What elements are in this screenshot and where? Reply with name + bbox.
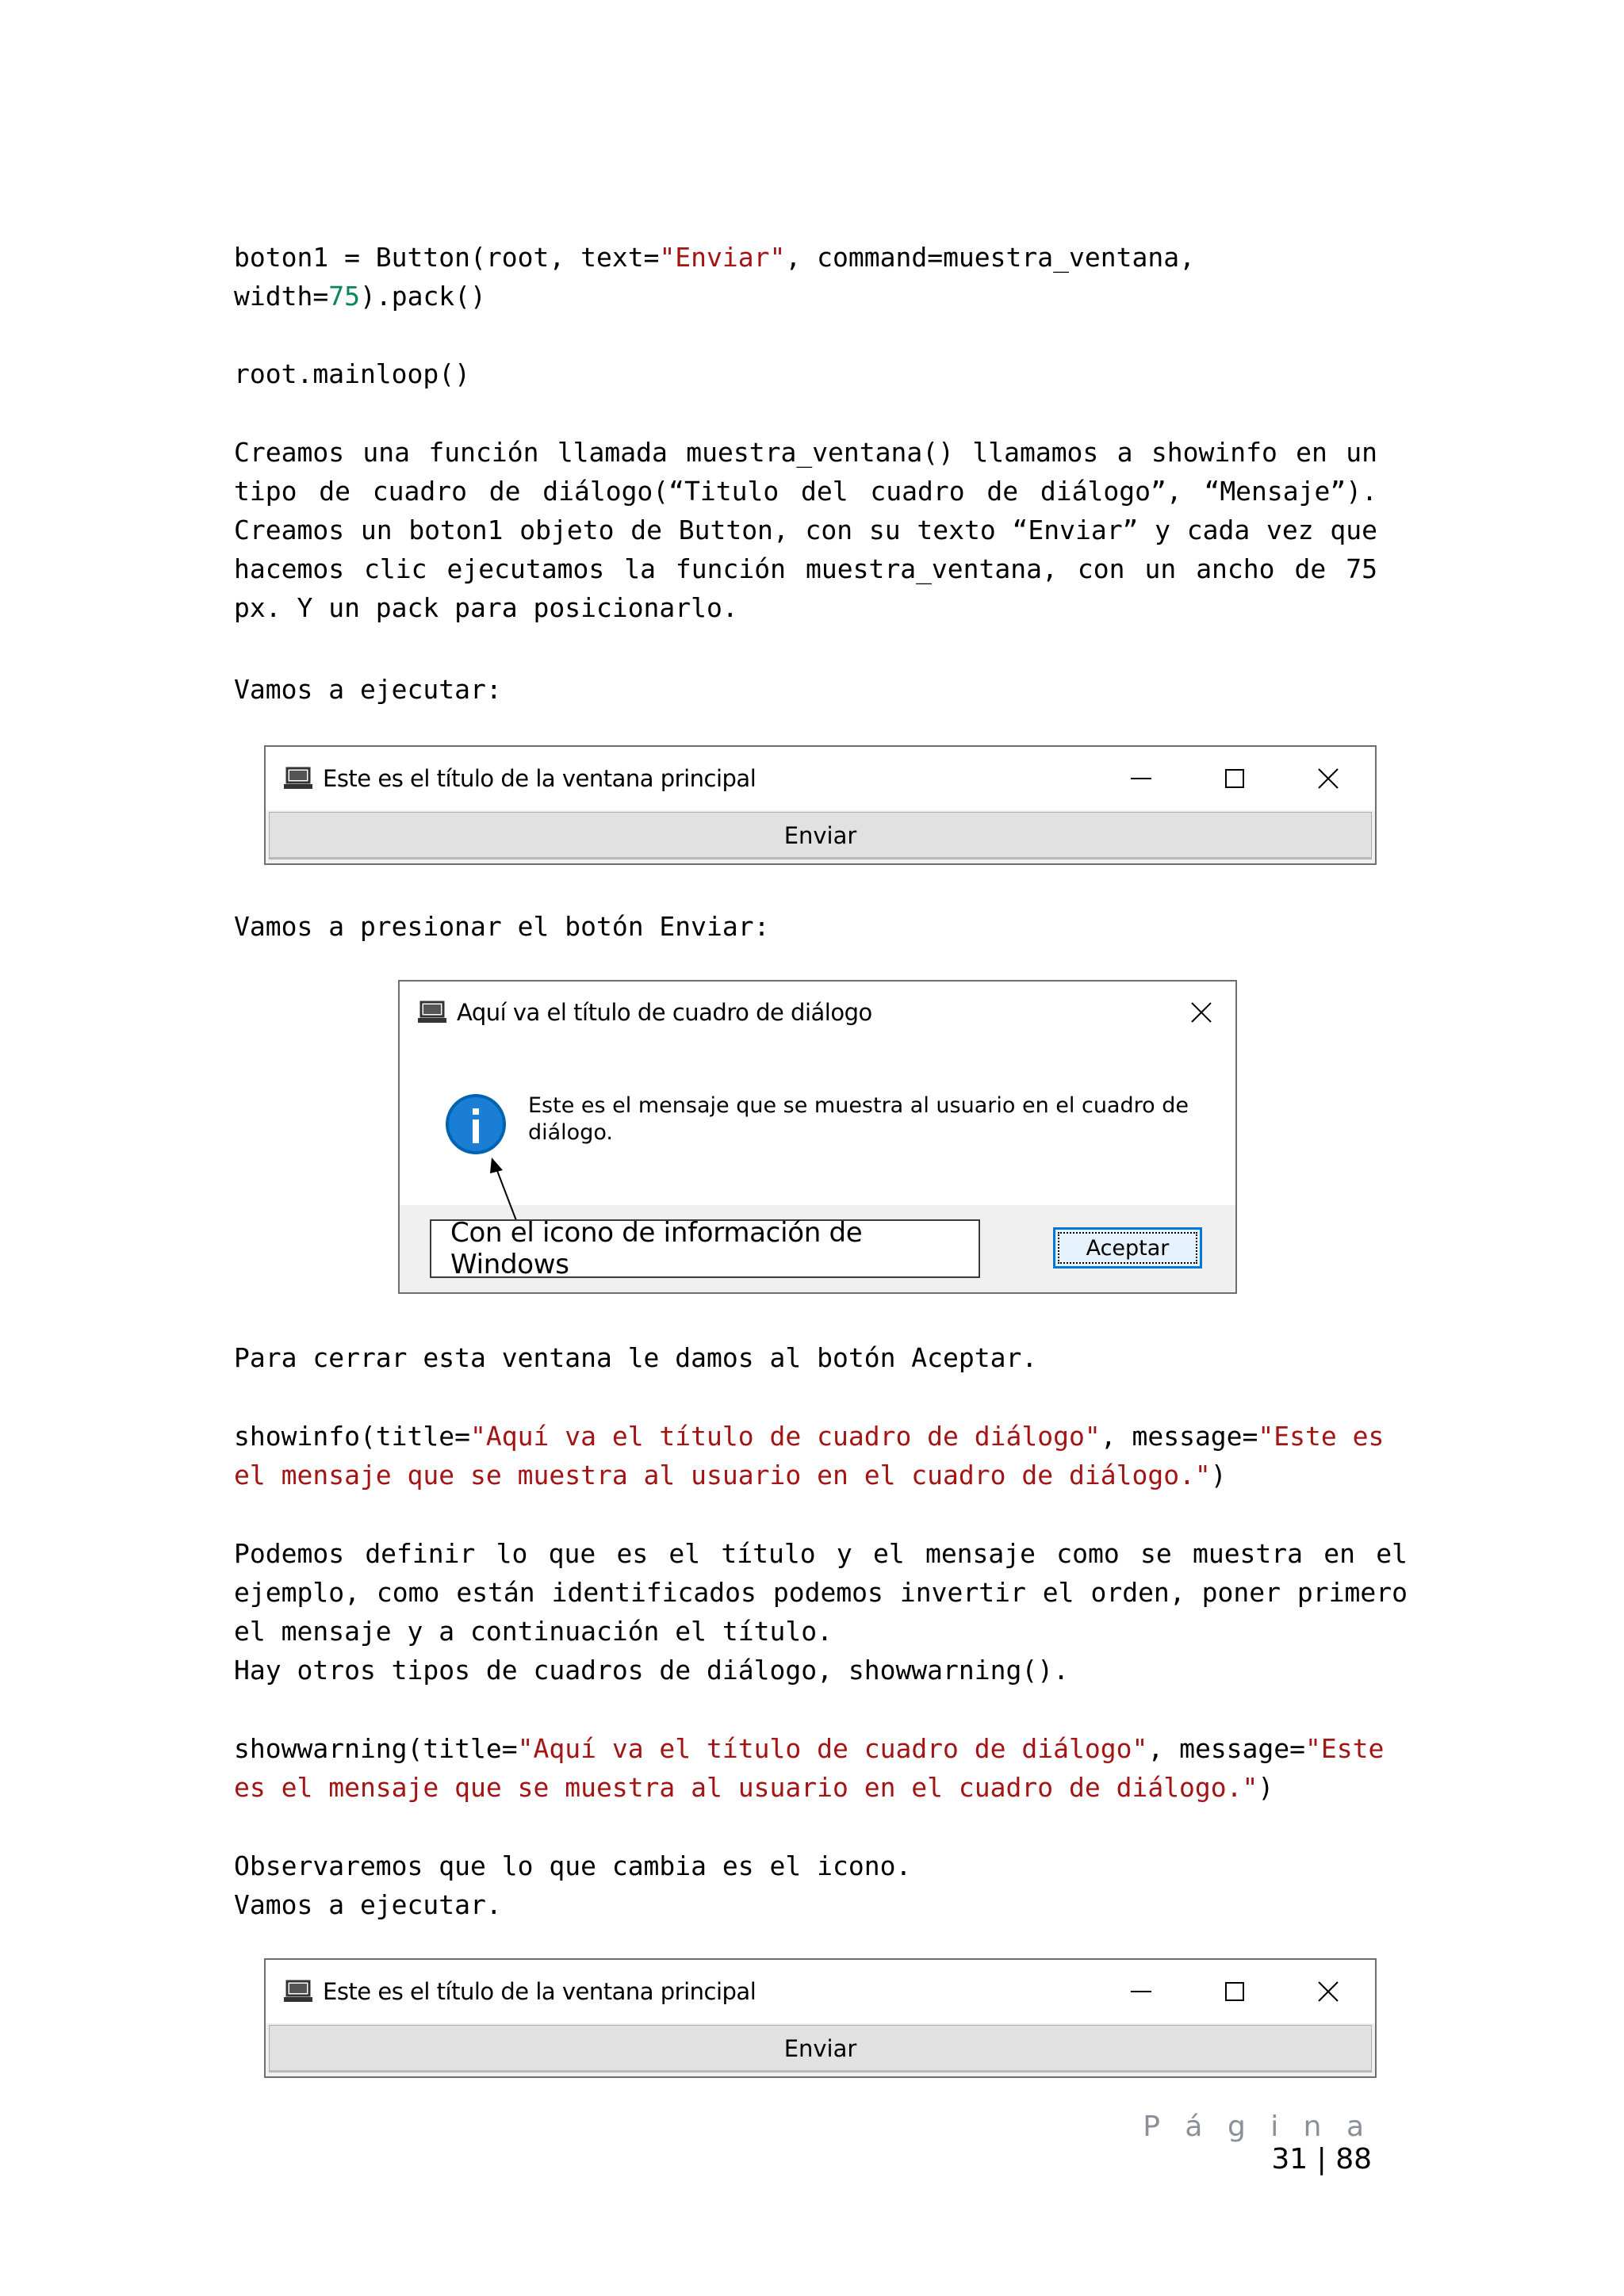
code-line-2: width=75).pack() xyxy=(234,281,486,312)
enviar-button[interactable]: Enviar xyxy=(269,2025,1372,2072)
maximize-button[interactable] xyxy=(1188,1960,1281,2023)
paragraph-definir: Podemos definir lo que es el título y el mensaje como se muestra en el ejemplo, como están identificados podemos invertir el orden, poner primero el mensaje y a continuación el título. xyxy=(234,1538,1408,1647)
dialog-title: Aquí va el título de cuadro de diálogo xyxy=(457,999,872,1026)
page-number xyxy=(1110,2110,1372,2175)
code-showwarning-line-1: showwarning(title="Aquí va el título de cuadro de diálogo", message="Este xyxy=(234,1733,1385,1764)
close-button[interactable] xyxy=(1281,747,1375,810)
page-label: P á g i n a xyxy=(1143,2110,1372,2143)
window-titlebar xyxy=(266,1960,1375,2023)
text-vamos-presionar: Vamos a presionar el botón Enviar: xyxy=(234,911,770,942)
page-total: 88 xyxy=(1335,2143,1372,2175)
close-button[interactable] xyxy=(1281,1960,1375,2023)
dialog-close-button[interactable] xyxy=(1182,993,1221,1032)
maximize-icon xyxy=(1223,1980,1247,2003)
minimize-button[interactable] xyxy=(1094,1960,1188,2023)
window-title: Este es el título de la ventana principal xyxy=(323,765,756,792)
text-para-cerrar: Para cerrar esta ventana le damos al botón Aceptar. xyxy=(234,1342,1038,1373)
minimize-button[interactable] xyxy=(1094,747,1188,810)
app-computer-icon xyxy=(283,767,313,790)
text-observaremos: Observaremos que lo que cambia es el icono. xyxy=(234,1850,912,1881)
text-vamos-ejecutar-2: Vamos a ejecutar. xyxy=(234,1889,502,1920)
window-title: Este es el título de la ventana principal xyxy=(323,1978,756,2005)
close-icon xyxy=(1316,767,1340,790)
code-showinfo-line-2: el mensaje que se muestra al usuario en el cuadro de diálogo.") xyxy=(234,1460,1227,1490)
app-computer-icon xyxy=(283,1980,313,2003)
dialog-message: Este es el mensaje que se muestra al usuario en el cuadro de diálogo. xyxy=(528,1093,1189,1145)
main-window-screenshot-2 xyxy=(264,1958,1377,2078)
text-otros-tipos: Hay otros tipos de cuadros de diálogo, showwarning(). xyxy=(234,1655,1069,1686)
aceptar-button[interactable]: Aceptar xyxy=(1053,1227,1202,1269)
annotation-callout: Con el icono de información de Windows xyxy=(430,1219,980,1278)
enviar-button[interactable]: Enviar xyxy=(269,812,1372,859)
minimize-icon xyxy=(1129,1980,1153,2003)
page-separator: | xyxy=(1316,2143,1327,2175)
code-line-3: root.mainloop() xyxy=(234,358,471,389)
window-titlebar xyxy=(266,747,1375,810)
code-showwarning-line-2: es el mensaje que se muestra al usuario en el cuadro de diálogo.") xyxy=(234,1772,1274,1803)
info-dialog-screenshot xyxy=(398,980,1237,1294)
main-window-screenshot xyxy=(264,745,1377,865)
maximize-icon xyxy=(1223,767,1247,790)
close-icon xyxy=(1189,1001,1213,1024)
code-showinfo-line-1: showinfo(title="Aquí va el título de cuadro de diálogo", message="Este es xyxy=(234,1421,1385,1452)
minimize-icon xyxy=(1129,767,1153,790)
page-current: 31 xyxy=(1271,2143,1308,2175)
paragraph-explanation: Creamos una función llamada muestra_ventana() llamamos a showinfo en un tipo de cuadro de diálogo(“Titulo del cuadro de diálogo”, “Mensaje”). Creamos un boton1 objeto de Button, con su texto “Enviar” y cada vez que hacemos clic ejecutamos la función muestra_ventana, con un ancho de 75 px. Y un pack para posicionarlo. xyxy=(234,437,1377,623)
text-vamos-ejecutar: Vamos a ejecutar: xyxy=(234,674,502,705)
code-line-1: boton1 = Button(root, text="Enviar", command=muestra_ventana, xyxy=(234,242,1195,273)
callout-arrow-icon xyxy=(487,1158,534,1224)
information-icon xyxy=(444,1093,508,1156)
close-icon xyxy=(1316,1980,1340,2003)
dialog-titlebar xyxy=(400,982,1235,1043)
maximize-button[interactable] xyxy=(1188,747,1281,810)
app-computer-icon xyxy=(417,1001,447,1024)
